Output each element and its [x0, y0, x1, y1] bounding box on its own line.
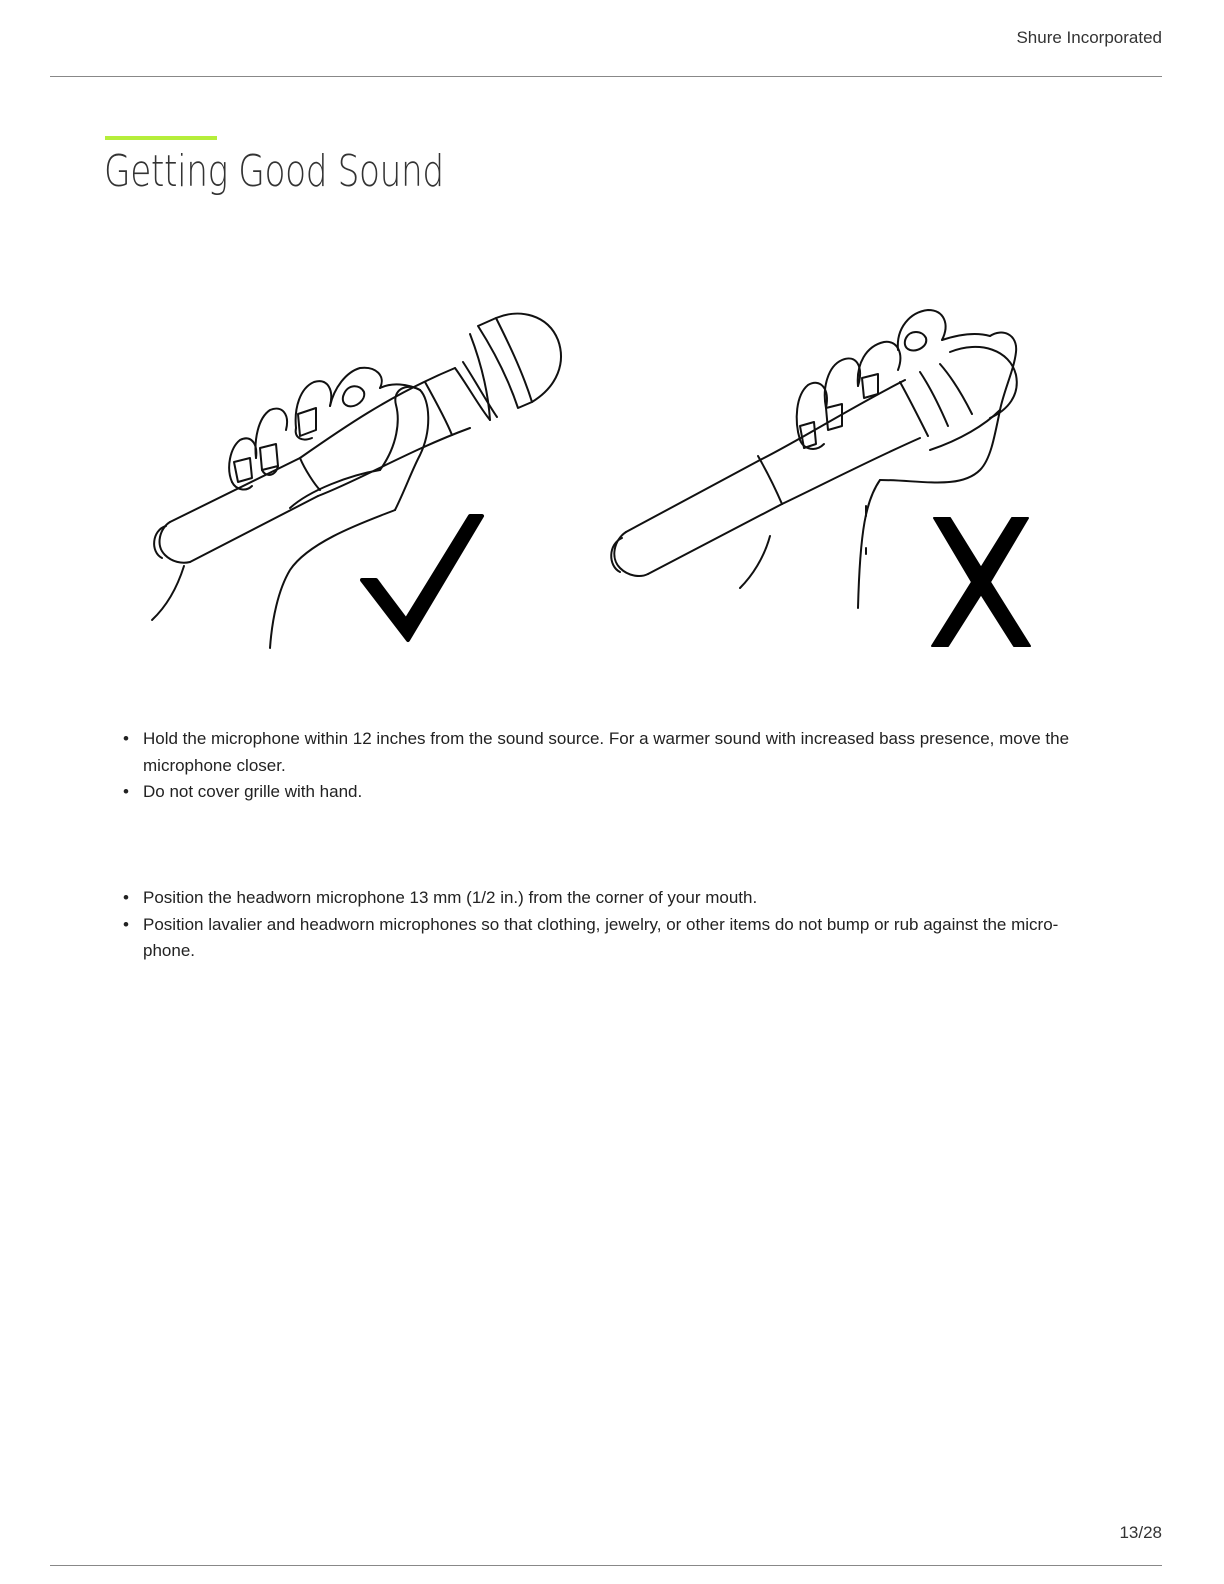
page-title: Getting Good Sound — [104, 146, 444, 197]
list-item: • Position the headworn microphone 13 mm (1/2 in.) from the corner of your mouth. — [120, 885, 1110, 912]
company-name: Shure Incorporated — [1016, 28, 1162, 47]
list-item: • Position lavalier and headworn microphones so that clothing, jewelry, or other items do not bump or rub against the micro-phone. — [120, 912, 1110, 965]
handheld-tips-list — [120, 726, 1110, 806]
microphone-grip-figure — [0, 290, 1224, 670]
list-item: • Do not cover grille with hand. — [120, 779, 1110, 806]
x-mark-icon — [932, 518, 1030, 646]
incorrect-grip-illustration — [611, 310, 1030, 646]
header-divider — [50, 76, 1162, 77]
title-accent-bar — [105, 136, 217, 140]
page-number: 13/28 — [1119, 1523, 1162, 1542]
list-item: • Hold the microphone within 12 inches from the sound source. For a warmer sound with increased bass presence, move the microphone closer. — [120, 726, 1110, 779]
check-mark-icon — [362, 516, 482, 640]
footer-divider — [50, 1565, 1162, 1566]
headworn-tips-list — [120, 885, 1110, 965]
correct-grip-illustration — [152, 314, 561, 648]
